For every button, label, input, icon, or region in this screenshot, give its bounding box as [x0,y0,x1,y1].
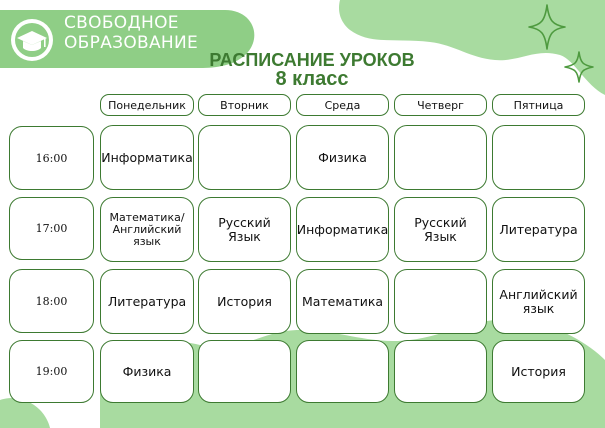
day-header-tuesday: Вторник [198,94,291,116]
time-slot-1: 16:00 [9,126,94,190]
lesson-cell: Физика [100,340,194,403]
brand-line-2: ОБРАЗОВАНИЕ [64,33,199,53]
lesson-cell [198,125,291,190]
lesson-cell: Информатика [296,197,389,262]
sparkle-icon [527,3,567,51]
day-header-wednesday: Среда [296,94,389,116]
lesson-cell: Литература [492,197,585,262]
lesson-cell: Английский язык [492,269,585,334]
lesson-cell: Русский Язык [394,197,487,262]
day-header-friday: Пятница [492,94,585,116]
sparkle-small-icon [563,50,595,84]
lesson-cell [492,125,585,190]
page-subtitle: 8 класс [275,68,349,90]
page-title: РАСПИСАНИЕ УРОКОВ [209,50,415,70]
lesson-cell: Информатика [100,125,194,190]
lesson-cell: Литература [100,269,194,334]
brand-line-1: СВОБОДНОЕ [64,13,179,33]
lesson-cell [296,340,389,403]
lesson-cell: Русский Язык [198,197,291,262]
lesson-cell [394,269,487,334]
lesson-cell: Физика [296,125,389,190]
graduation-cap-icon [9,17,55,63]
brand-name [64,13,198,53]
day-header-thursday: Четверг [394,94,487,116]
lesson-cell: Математика [296,269,389,334]
lesson-cell: История [492,340,585,403]
time-slot-4: 19:00 [9,340,94,403]
time-slot-2: 17:00 [9,197,94,260]
lesson-cell: Математика/ Английский язык [100,197,194,262]
day-header-monday: Понедельник [100,94,194,116]
lesson-cell [394,125,487,190]
time-slot-3: 18:00 [9,269,94,333]
lesson-cell [394,340,487,403]
lesson-cell: История [198,269,291,334]
lesson-cell [198,340,291,403]
